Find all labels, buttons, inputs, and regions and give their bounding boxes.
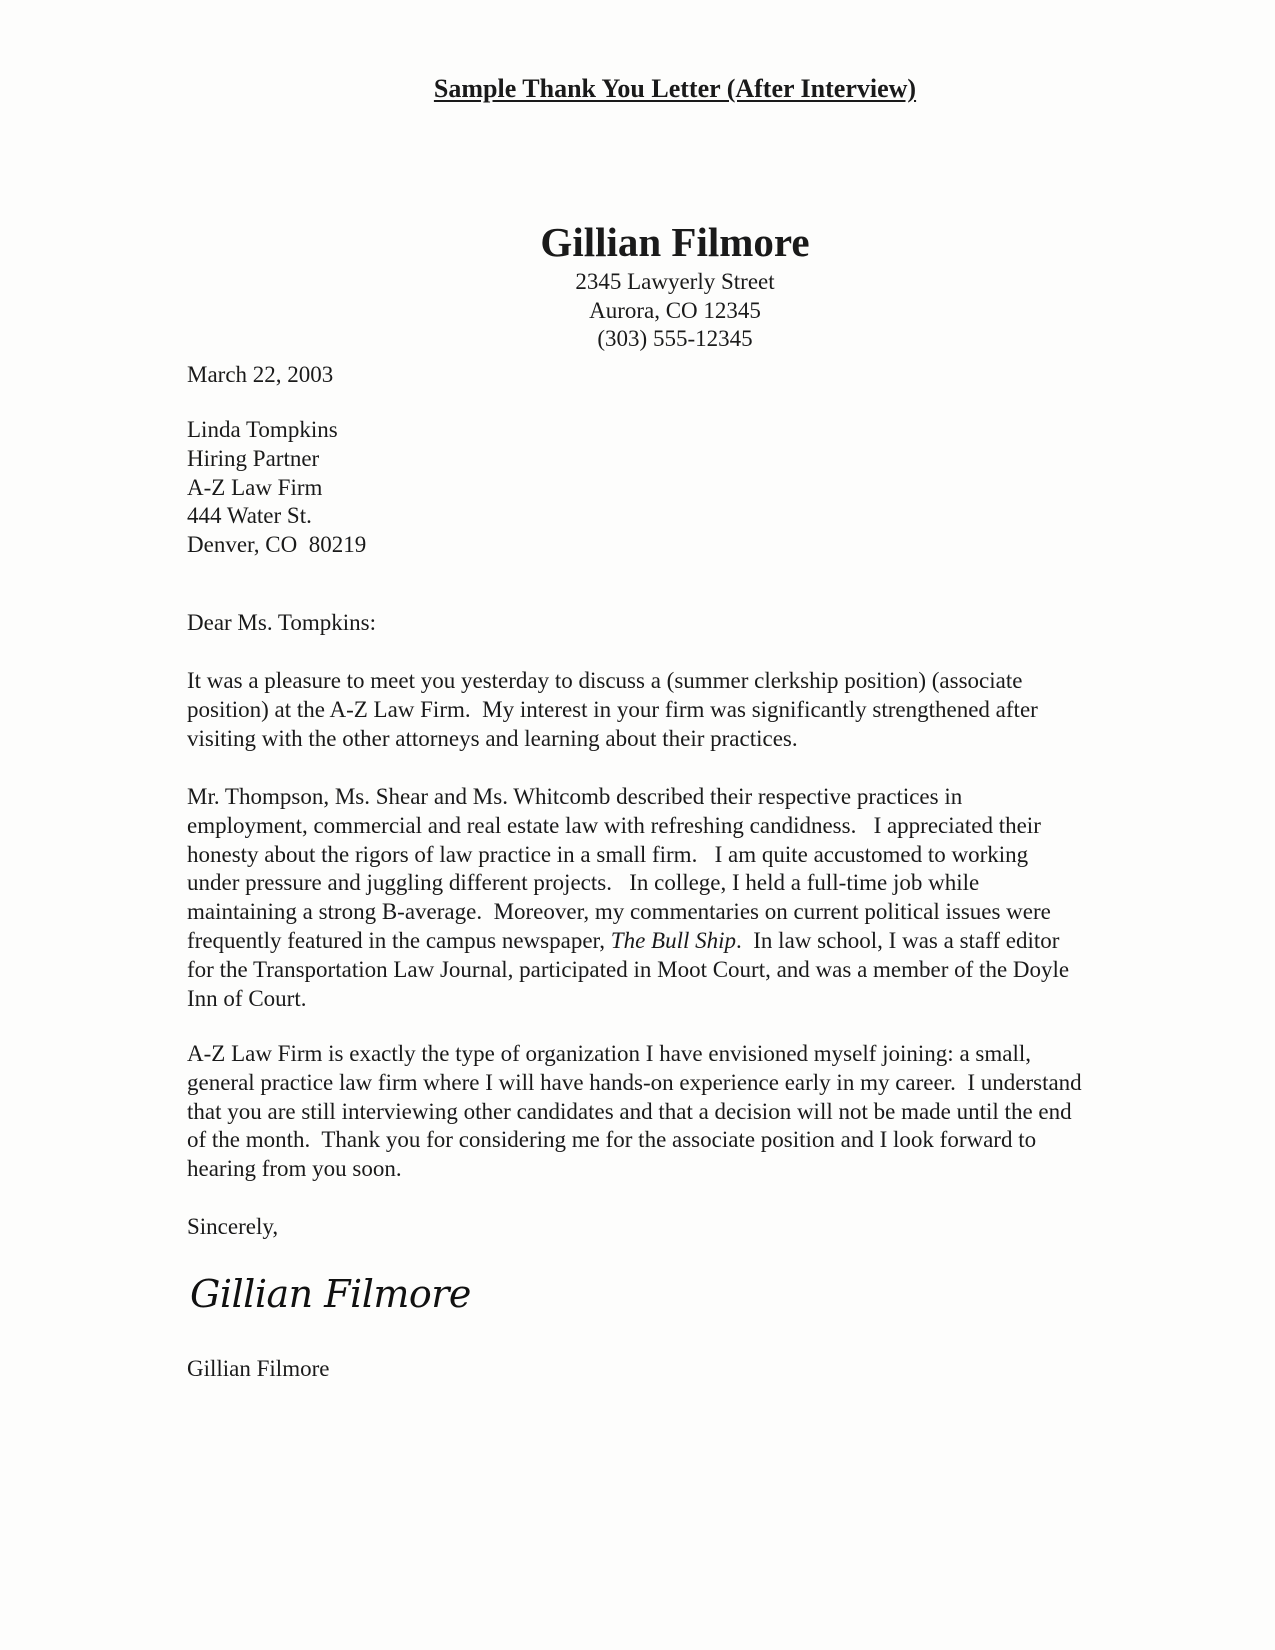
recipient-title: Hiring Partner: [187, 445, 320, 471]
salutation: Dear Ms. Tompkins:: [187, 610, 376, 635]
sender-name: Gillian Filmore: [540, 219, 810, 265]
signer-name: Gillian Filmore: [187, 1356, 330, 1381]
paragraph-1: [187, 667, 1177, 753]
document-title: Sample Thank You Letter (After Interview): [433, 74, 917, 103]
paragraph-line: [187, 927, 1177, 956]
handwritten-signature: Gillian Filmore: [190, 1272, 471, 1316]
paragraph-line: visiting with the other attorneys and learning about their practices.: [187, 725, 798, 751]
paragraph-line: under pressure and juggling different projects. In college, I held a full-time job while: [187, 870, 980, 896]
paragraph-3: [187, 1040, 1177, 1184]
letterhead: [0, 218, 1275, 354]
paragraph-line: of the month. Thank you for considering me for the associate position and I look forward to: [187, 1127, 1037, 1153]
paragraph-line: hearing from you soon.: [187, 1156, 402, 1182]
recipient-name: Linda Tompkins: [187, 417, 338, 442]
paragraph-line: for the Transportation Law Journal, participated in Moot Court, and was a member of the Doyle: [187, 956, 1070, 982]
paragraph-line: Inn of Court.: [187, 985, 307, 1011]
paragraph-line: employment, commercial and real estate law with refreshing candidness. I appreciated their: [187, 812, 1041, 838]
paragraph-line: that you are still interviewing other candidates and that a decision will not be made until the end: [187, 1098, 1072, 1124]
closing: Sincerely,: [187, 1214, 279, 1239]
paragraph-2: [187, 783, 1177, 1013]
recipient-city: Denver, CO 80219: [187, 532, 367, 558]
sender-street: 2345 Lawyerly Street: [575, 269, 775, 294]
paragraph-line: It was a pleasure to meet you yesterday to discuss a (summer clerkship position) (associate: [187, 668, 1023, 693]
letter-date: March 22, 2003: [187, 362, 334, 387]
paragraph-line: A-Z Law Firm is exactly the type of organization I have envisioned myself joining: a small,: [187, 1041, 1031, 1066]
sender-phone: (303) 555-12345: [597, 326, 753, 351]
recipient-street: 444 Water St.: [187, 503, 312, 529]
recipient-firm: A-Z Law Firm: [187, 474, 323, 500]
paragraph-line: position) at the A-Z Law Firm. My interest in your firm was significantly strengthened after: [187, 696, 1038, 722]
newspaper-title: The Bull Ship: [610, 927, 737, 953]
paragraph-line: maintaining a strong B-average. Moreover, my commentaries on current political issues were: [187, 899, 1051, 925]
sender-city: Aurora, CO 12345: [589, 297, 761, 323]
paragraph-line: honesty about the rigors of law practice in a small firm. I am quite accustomed to working: [187, 841, 1029, 867]
paragraph-line: Mr. Thompson, Ms. Shear and Ms. Whitcomb described their respective practices in: [187, 784, 963, 809]
line-text: frequently featured in the campus newspaper,: [187, 927, 611, 953]
paragraph-line: general practice law firm where I will have hands-on experience early in my career. I understand: [187, 1069, 1082, 1095]
line-text: . In law school, I was a staff editor: [736, 927, 1060, 953]
recipient-address: [187, 416, 1177, 560]
